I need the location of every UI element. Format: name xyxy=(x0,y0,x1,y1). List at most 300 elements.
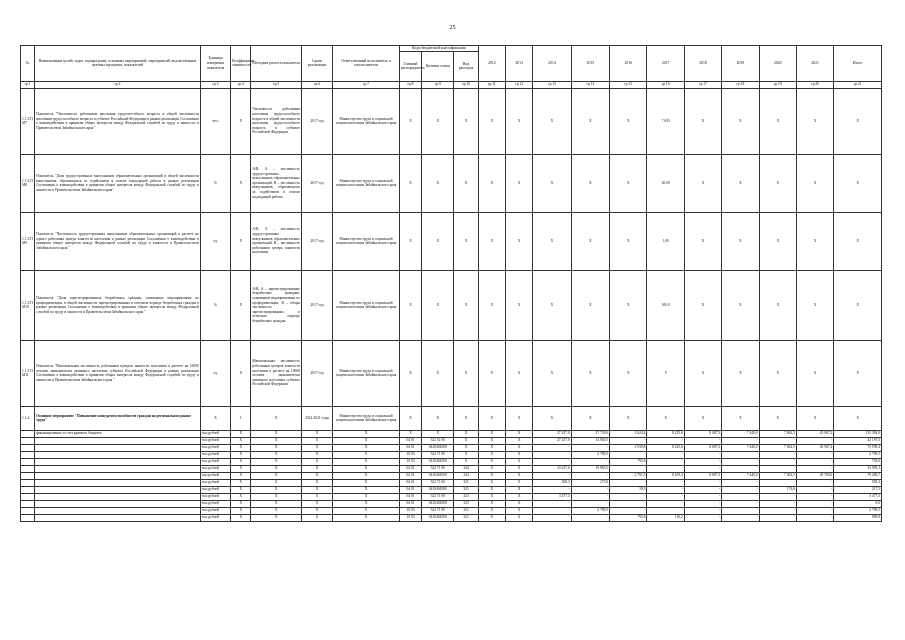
year-value: X xyxy=(478,514,505,521)
responsible: X xyxy=(333,451,400,458)
budget-code: X xyxy=(422,212,454,270)
year-value: - xyxy=(759,479,796,486)
header-term: Сроки реализации xyxy=(301,46,332,82)
column-number: гр.13 xyxy=(533,81,571,88)
year-value: X xyxy=(722,406,759,430)
budget-code: 04 01 xyxy=(399,493,421,500)
total-value: X xyxy=(834,270,882,340)
blank-cell xyxy=(35,451,201,458)
term: 2017 год xyxy=(301,340,332,406)
indicator-name: Показатель "Доля зарегистрированных безработных граждан, охваченных мероприятиями по профориентации, в общей численности зарегистрированных в отчетном периоде безработных граждан в рамках реализации Соглашения о взаимодействии в принятии общих интересов между Федеральной службой по труду и занятости и Правительством Забайкальского края " xyxy=(35,270,201,340)
finance-row xyxy=(21,437,882,444)
responsible: X xyxy=(333,465,400,472)
responsible: X xyxy=(333,444,400,451)
header-year: 2012 xyxy=(478,46,505,82)
term: X xyxy=(301,486,332,493)
coefficient: X xyxy=(231,514,251,521)
year-value: 39,3 xyxy=(610,486,647,493)
method: А/В, А – численность трудоустроенных выпускников образовательных организаций, В – численность работников центра занятости населения xyxy=(251,212,302,270)
year-value: X xyxy=(506,479,533,486)
unit: тыс.рублей xyxy=(200,444,230,451)
blank-cell xyxy=(35,472,201,479)
finance-row xyxy=(21,430,882,437)
year-value: 8 225,6 xyxy=(647,430,684,437)
column-number: гр.4 xyxy=(231,81,251,88)
year-value: 19 965,5 xyxy=(571,465,609,472)
responsible: X xyxy=(333,437,400,444)
column-number: гр.12 xyxy=(506,81,533,88)
year-value: - xyxy=(571,458,609,465)
year-value: 7 062,5 xyxy=(759,472,796,479)
budget-code: X xyxy=(454,212,478,270)
year-value: X xyxy=(506,507,533,514)
year-value: - xyxy=(759,500,796,507)
total-value: 79 280,7 xyxy=(834,472,882,479)
total-value: 583,3 xyxy=(834,479,882,486)
event-row xyxy=(21,406,882,430)
year-value: X xyxy=(610,340,647,406)
column-number: гр.14 xyxy=(571,81,609,88)
budget-code: X xyxy=(454,458,478,465)
year-value: X xyxy=(610,88,647,154)
year-value: X xyxy=(796,406,833,430)
year-value: - xyxy=(571,500,609,507)
year-value: X xyxy=(478,88,505,154)
unit: X xyxy=(200,406,230,430)
header-resp: Ответственный исполнитель и соисполнители xyxy=(333,46,400,82)
total-value: 2 789,5 xyxy=(834,451,882,458)
header-code-grbs: Главный распорядитель xyxy=(399,51,421,81)
blank-cell xyxy=(21,514,35,521)
term: X xyxy=(301,430,332,437)
coefficient: X xyxy=(231,507,251,514)
year-value: X xyxy=(478,486,505,493)
year-value: - xyxy=(533,472,571,479)
budget-code: 522 71 00 xyxy=(422,493,454,500)
column-number: гр.16 xyxy=(647,81,684,88)
year-value: X xyxy=(684,340,721,406)
budget-code: 244 xyxy=(454,465,478,472)
year-value: 3 624,4 xyxy=(610,430,647,437)
year-value: - xyxy=(571,486,609,493)
year-value: X xyxy=(478,444,505,451)
coefficient: X xyxy=(231,465,251,472)
column-number: гр.8 xyxy=(399,81,421,88)
year-value: X xyxy=(684,212,721,270)
page-number: 25 xyxy=(449,25,456,31)
year-value: - xyxy=(647,465,684,472)
year-value: X xyxy=(506,340,533,406)
budget-code: 323 xyxy=(454,493,478,500)
year-value: X xyxy=(533,406,571,430)
year-value: 7 440,0 xyxy=(722,444,759,451)
responsible: X xyxy=(333,514,400,521)
coefficient: X xyxy=(231,340,251,406)
blank-cell xyxy=(21,479,35,486)
year-value: X xyxy=(478,465,505,472)
term: X xyxy=(301,493,332,500)
term: 2017 год xyxy=(301,212,332,270)
year-value: 27 257,0 xyxy=(533,430,571,437)
column-number: гр.3 xyxy=(200,81,230,88)
year-value: X xyxy=(796,154,833,212)
year-value: 27 730,0 xyxy=(571,430,609,437)
year-value: - xyxy=(684,451,721,458)
year-value: X xyxy=(478,212,505,270)
indicator-row xyxy=(21,154,882,212)
unit: тыс.рублей xyxy=(200,507,230,514)
blank-cell xyxy=(35,500,201,507)
year-value: - xyxy=(684,437,721,444)
column-number: гр.21 xyxy=(834,81,882,88)
year-value: X xyxy=(722,270,759,340)
year-value: 2 791,5 xyxy=(610,472,647,479)
row-number: 1.1.3.П М9 xyxy=(21,212,35,270)
finance-row xyxy=(21,444,882,451)
header-codes-group: Коды бюджетной классификации xyxy=(399,46,478,52)
blank-cell xyxy=(21,451,35,458)
year-value: X xyxy=(571,88,609,154)
coefficient: X xyxy=(231,493,251,500)
finance-row xyxy=(21,493,882,500)
unit: тыс.рублей xyxy=(200,430,230,437)
budget-code: 04 01 xyxy=(399,437,421,444)
year-value: - xyxy=(684,507,721,514)
budget-code: 244 xyxy=(454,472,478,479)
year-value: 176,8 xyxy=(759,486,796,493)
method: X xyxy=(251,444,302,451)
budget-code: X xyxy=(454,451,478,458)
method: X xyxy=(251,451,302,458)
column-number: гр.17 xyxy=(684,81,721,88)
year-value: - xyxy=(722,451,759,458)
year-value: X xyxy=(796,88,833,154)
year-value: - xyxy=(796,437,833,444)
unit: тыс.рублей xyxy=(200,493,230,500)
year-value: X xyxy=(478,430,505,437)
method: X xyxy=(251,514,302,521)
blank-cell xyxy=(21,430,35,437)
budget-code: X xyxy=(454,88,478,154)
coefficient: X xyxy=(231,472,251,479)
method: X xyxy=(251,500,302,507)
year-value: 23 237,6 xyxy=(533,465,571,472)
year-value: 793,6 xyxy=(610,458,647,465)
year-value: 2 789,5 xyxy=(571,451,609,458)
year-value: X xyxy=(478,406,505,430)
total-value: 0,0 xyxy=(834,500,882,507)
year-value: - xyxy=(722,507,759,514)
method: X xyxy=(251,430,302,437)
year-value: - xyxy=(759,451,796,458)
blank-cell xyxy=(35,465,201,472)
year-value: X xyxy=(684,88,721,154)
year-value: X xyxy=(759,340,796,406)
unit: тыс.рублей xyxy=(200,437,230,444)
unit: % xyxy=(200,270,230,340)
year-value: X xyxy=(533,270,571,340)
unit: тыс.рублей xyxy=(200,451,230,458)
year-value: X xyxy=(759,270,796,340)
budget-code: 04 01 xyxy=(399,486,421,493)
header-year: 2018 xyxy=(684,46,721,82)
blank-cell xyxy=(35,486,201,493)
year-value: - xyxy=(533,458,571,465)
method: А/В, А – численность трудоустроенных выпускников образовательных организаций, В – численность выпускников, обратившихся за содействием в поиске подходящей работы xyxy=(251,154,302,212)
event-name: Основное мероприятие "Повышение конкурентоспособности граждан на региональном рынке труда" xyxy=(35,406,201,430)
year-value: 2 789,5 xyxy=(571,507,609,514)
term: X xyxy=(301,479,332,486)
year-value: - xyxy=(722,437,759,444)
year-value: - xyxy=(571,444,609,451)
year-value: - xyxy=(759,465,796,472)
coefficient: X xyxy=(231,500,251,507)
year-value: X xyxy=(533,212,571,270)
coefficient: X xyxy=(231,154,251,212)
year-value: 5 xyxy=(647,340,684,406)
coefficient: X xyxy=(231,270,251,340)
method: X xyxy=(251,493,302,500)
year-value: X xyxy=(571,212,609,270)
term: 2017 год xyxy=(301,154,332,212)
budget-code: X xyxy=(454,154,478,212)
year-value: X xyxy=(684,406,721,430)
budget-code: 321 xyxy=(454,486,478,493)
header-year: 2017 xyxy=(647,46,684,82)
year-value: X xyxy=(722,340,759,406)
budget-code: X xyxy=(422,430,454,437)
year-value: - xyxy=(610,500,647,507)
year-value: 7 062,5 xyxy=(759,444,796,451)
indicator-row xyxy=(21,212,882,270)
term: X xyxy=(301,507,332,514)
responsible: X xyxy=(333,493,400,500)
blank-cell xyxy=(21,472,35,479)
year-value: X xyxy=(647,406,684,430)
blank-cell xyxy=(21,465,35,472)
year-value: - xyxy=(647,500,684,507)
year-value: X xyxy=(478,507,505,514)
responsible: X xyxy=(333,479,400,486)
finance-row xyxy=(21,514,882,521)
unit: тыс.рублей xyxy=(200,479,230,486)
year-value: X xyxy=(571,270,609,340)
row-number: 1.1.3.П М10 xyxy=(21,270,35,340)
method: А/В, А – зарегистрированные безработные граждане, охваченные мероприятиями по профориентации, В – общая численность зарегистрированных в отчетном периоде безработных граждан xyxy=(251,270,302,340)
year-value: - xyxy=(647,507,684,514)
year-value: - xyxy=(610,451,647,458)
responsible: X xyxy=(333,458,400,465)
indicator-name: Показатель "Численность трудоустроенных выпускников образовательных организаций в расчете на одного работника центра занятости населения в рамках реализации Соглашения о взаимодействии в принятии общих интересов между Федеральной службой по труду и занятости и Правительством Забайкальского края " xyxy=(35,212,201,270)
budget-code: 522 71 00 xyxy=(422,507,454,514)
unit: тыс.рублей xyxy=(200,458,230,465)
row-number: 1.1.3.П М7 xyxy=(21,88,35,154)
year-value: - xyxy=(759,437,796,444)
header-year: 2015 xyxy=(571,46,609,82)
budget-code: 10 03 xyxy=(399,514,421,521)
column-number: гр.6 xyxy=(301,81,332,88)
indicator-row xyxy=(21,340,882,406)
budget-code: 522 71 00 xyxy=(422,451,454,458)
year-value: - xyxy=(610,479,647,486)
year-value: - xyxy=(684,500,721,507)
unit: тыс.рублей xyxy=(200,486,230,493)
indicator-row xyxy=(21,88,882,154)
header-year: 2016 xyxy=(610,46,647,82)
year-value: - xyxy=(533,486,571,493)
budget-code: 0410404500 xyxy=(422,458,454,465)
blank-cell xyxy=(35,437,201,444)
method: Численность работников населения трудоспособного возраста в общей численности населения трудоспособного возраста в субъекте Российской Федерации xyxy=(251,88,302,154)
coefficient: X xyxy=(231,451,251,458)
year-value: X xyxy=(506,458,533,465)
year-value: - xyxy=(796,479,833,486)
year-value: X xyxy=(478,472,505,479)
unit: тыс.рублей xyxy=(200,500,230,507)
year-value: - xyxy=(610,465,647,472)
year-value: 275,0 xyxy=(571,479,609,486)
year-value: - xyxy=(722,465,759,472)
year-value: X xyxy=(478,493,505,500)
budget-code: 321 xyxy=(454,514,478,521)
header-name: Наименование целей, задач, подпрограмм, основных мероприятий, мероприятий, ведомственных целевых программ, показателей xyxy=(35,46,201,82)
year-value: - xyxy=(796,465,833,472)
year-value: - xyxy=(722,486,759,493)
budget-code: 0410404500 xyxy=(422,486,454,493)
year-value: 7 440,0 xyxy=(722,472,759,479)
row-number: 1.1.3.П М11 xyxy=(21,340,35,406)
indicator-rows xyxy=(21,88,882,430)
year-value: - xyxy=(610,437,647,444)
responsible: Министерство труда и социальной защиты населения Забайкальского края xyxy=(333,154,400,212)
year-value: X xyxy=(759,212,796,270)
column-number: гр.10 xyxy=(454,81,478,88)
budget-code: 04 01 xyxy=(399,465,421,472)
year-value: X xyxy=(506,437,533,444)
responsible: X xyxy=(333,430,400,437)
column-number: гр.20 xyxy=(796,81,833,88)
coefficient: X xyxy=(231,486,251,493)
year-value: - xyxy=(533,514,571,521)
year-value: - xyxy=(759,493,796,500)
year-value: - xyxy=(759,514,796,521)
year-value: - xyxy=(533,451,571,458)
year-value: 8 109,4 xyxy=(647,472,684,479)
year-value: X xyxy=(533,88,571,154)
year-value: - xyxy=(571,472,609,479)
year-value: - xyxy=(684,514,721,521)
year-value: X xyxy=(759,88,796,154)
year-value: X xyxy=(610,154,647,212)
column-number: гр.2 xyxy=(35,81,201,88)
header-code-type: Вид расходов xyxy=(454,51,478,81)
header-row xyxy=(21,46,882,52)
total-value: X xyxy=(834,340,882,406)
term: 2017 год xyxy=(301,88,332,154)
year-value: X xyxy=(533,154,571,212)
method: X xyxy=(251,437,302,444)
coefficient: 1 xyxy=(231,406,251,430)
budget-code: X xyxy=(399,270,421,340)
year-value: X xyxy=(571,154,609,212)
coefficient: X xyxy=(231,212,251,270)
column-number: гр.11 xyxy=(478,81,505,88)
budget-code: X xyxy=(454,444,478,451)
year-value: - xyxy=(796,507,833,514)
blank-cell xyxy=(35,444,201,451)
blank-cell xyxy=(21,458,35,465)
budget-code: X xyxy=(422,406,454,430)
year-value: 2 930,8 xyxy=(610,444,647,451)
coefficient: X xyxy=(231,430,251,437)
year-value: - xyxy=(796,514,833,521)
budget-code: X xyxy=(422,340,454,406)
finance-row xyxy=(21,451,882,458)
year-value: X xyxy=(506,270,533,340)
total-value: 793,6 xyxy=(834,458,882,465)
coefficient: X xyxy=(231,479,251,486)
year-value: X xyxy=(722,212,759,270)
header-year: 2014 xyxy=(533,46,571,82)
year-value: X xyxy=(506,514,533,521)
term: 2017 год xyxy=(301,270,332,340)
year-value: - xyxy=(796,451,833,458)
budget-code: X xyxy=(399,212,421,270)
indicator-row xyxy=(21,270,882,340)
method: Максимальная численность работников центров занятости населения в расчете на 10000 человек экономически активного населения субъекта Российской Федерации xyxy=(251,340,302,406)
term: X xyxy=(301,500,332,507)
budget-code: 10 03 xyxy=(399,458,421,465)
budget-code: X xyxy=(422,88,454,154)
year-value: - xyxy=(647,451,684,458)
program-table xyxy=(20,45,882,522)
unit: ед. xyxy=(200,340,230,406)
budget-code: X xyxy=(399,340,421,406)
year-value: X xyxy=(506,88,533,154)
coefficient: X xyxy=(231,444,251,451)
total-value: 135 394,0 xyxy=(834,430,882,437)
budget-code: 04 01 xyxy=(399,444,421,451)
year-value: 14 940,5 xyxy=(571,437,609,444)
budget-code: 0410404500 xyxy=(422,500,454,507)
indicator-name: Показатель "Доля трудоустроенных выпускников образовательных организаций в общей численности выпускников, обратившихся за содействием в поиске подходящей работы в рамках реализации Соглашения о взаимодействии в принятии общих интересов между Федеральной службой по труду и занятости и Правительством Забайкальского края" xyxy=(35,154,201,212)
budget-code: X xyxy=(422,270,454,340)
year-value: X xyxy=(506,212,533,270)
responsible: Министерство труда и социальной защиты населения Забайкальского края xyxy=(333,406,400,430)
year-value: 793,6 xyxy=(610,514,647,521)
responsible: X xyxy=(333,500,400,507)
budget-code: 0410404500 xyxy=(422,444,454,451)
year-value: 3 477,3 xyxy=(533,493,571,500)
term: X xyxy=(301,458,332,465)
term: 2014-2021 годы xyxy=(301,406,332,430)
budget-code: 321 xyxy=(454,479,478,486)
year-value: X xyxy=(571,406,609,430)
method: X xyxy=(251,465,302,472)
indicator-name: Показатель "Максимальная численность работников центров занятости населения в расчете на 10000 человек экономически активного населения субъекта Российской Федерации в рамках реализации Соглашения о взаимодействии в принятии общих интересов между Федеральной службой по труду и занятости и Правительством Забайкальского края " xyxy=(35,340,201,406)
year-value: - xyxy=(571,514,609,521)
year-value: X xyxy=(610,270,647,340)
column-number: гр.1 xyxy=(21,81,35,88)
budget-code: X xyxy=(454,270,478,340)
year-value: X xyxy=(610,406,647,430)
year-value: 116,2 xyxy=(647,514,684,521)
year-value: X xyxy=(478,154,505,212)
year-value: X xyxy=(796,212,833,270)
budget-code: X xyxy=(422,154,454,212)
year-value: - xyxy=(533,444,571,451)
year-value: 8 087,3 xyxy=(684,430,721,437)
